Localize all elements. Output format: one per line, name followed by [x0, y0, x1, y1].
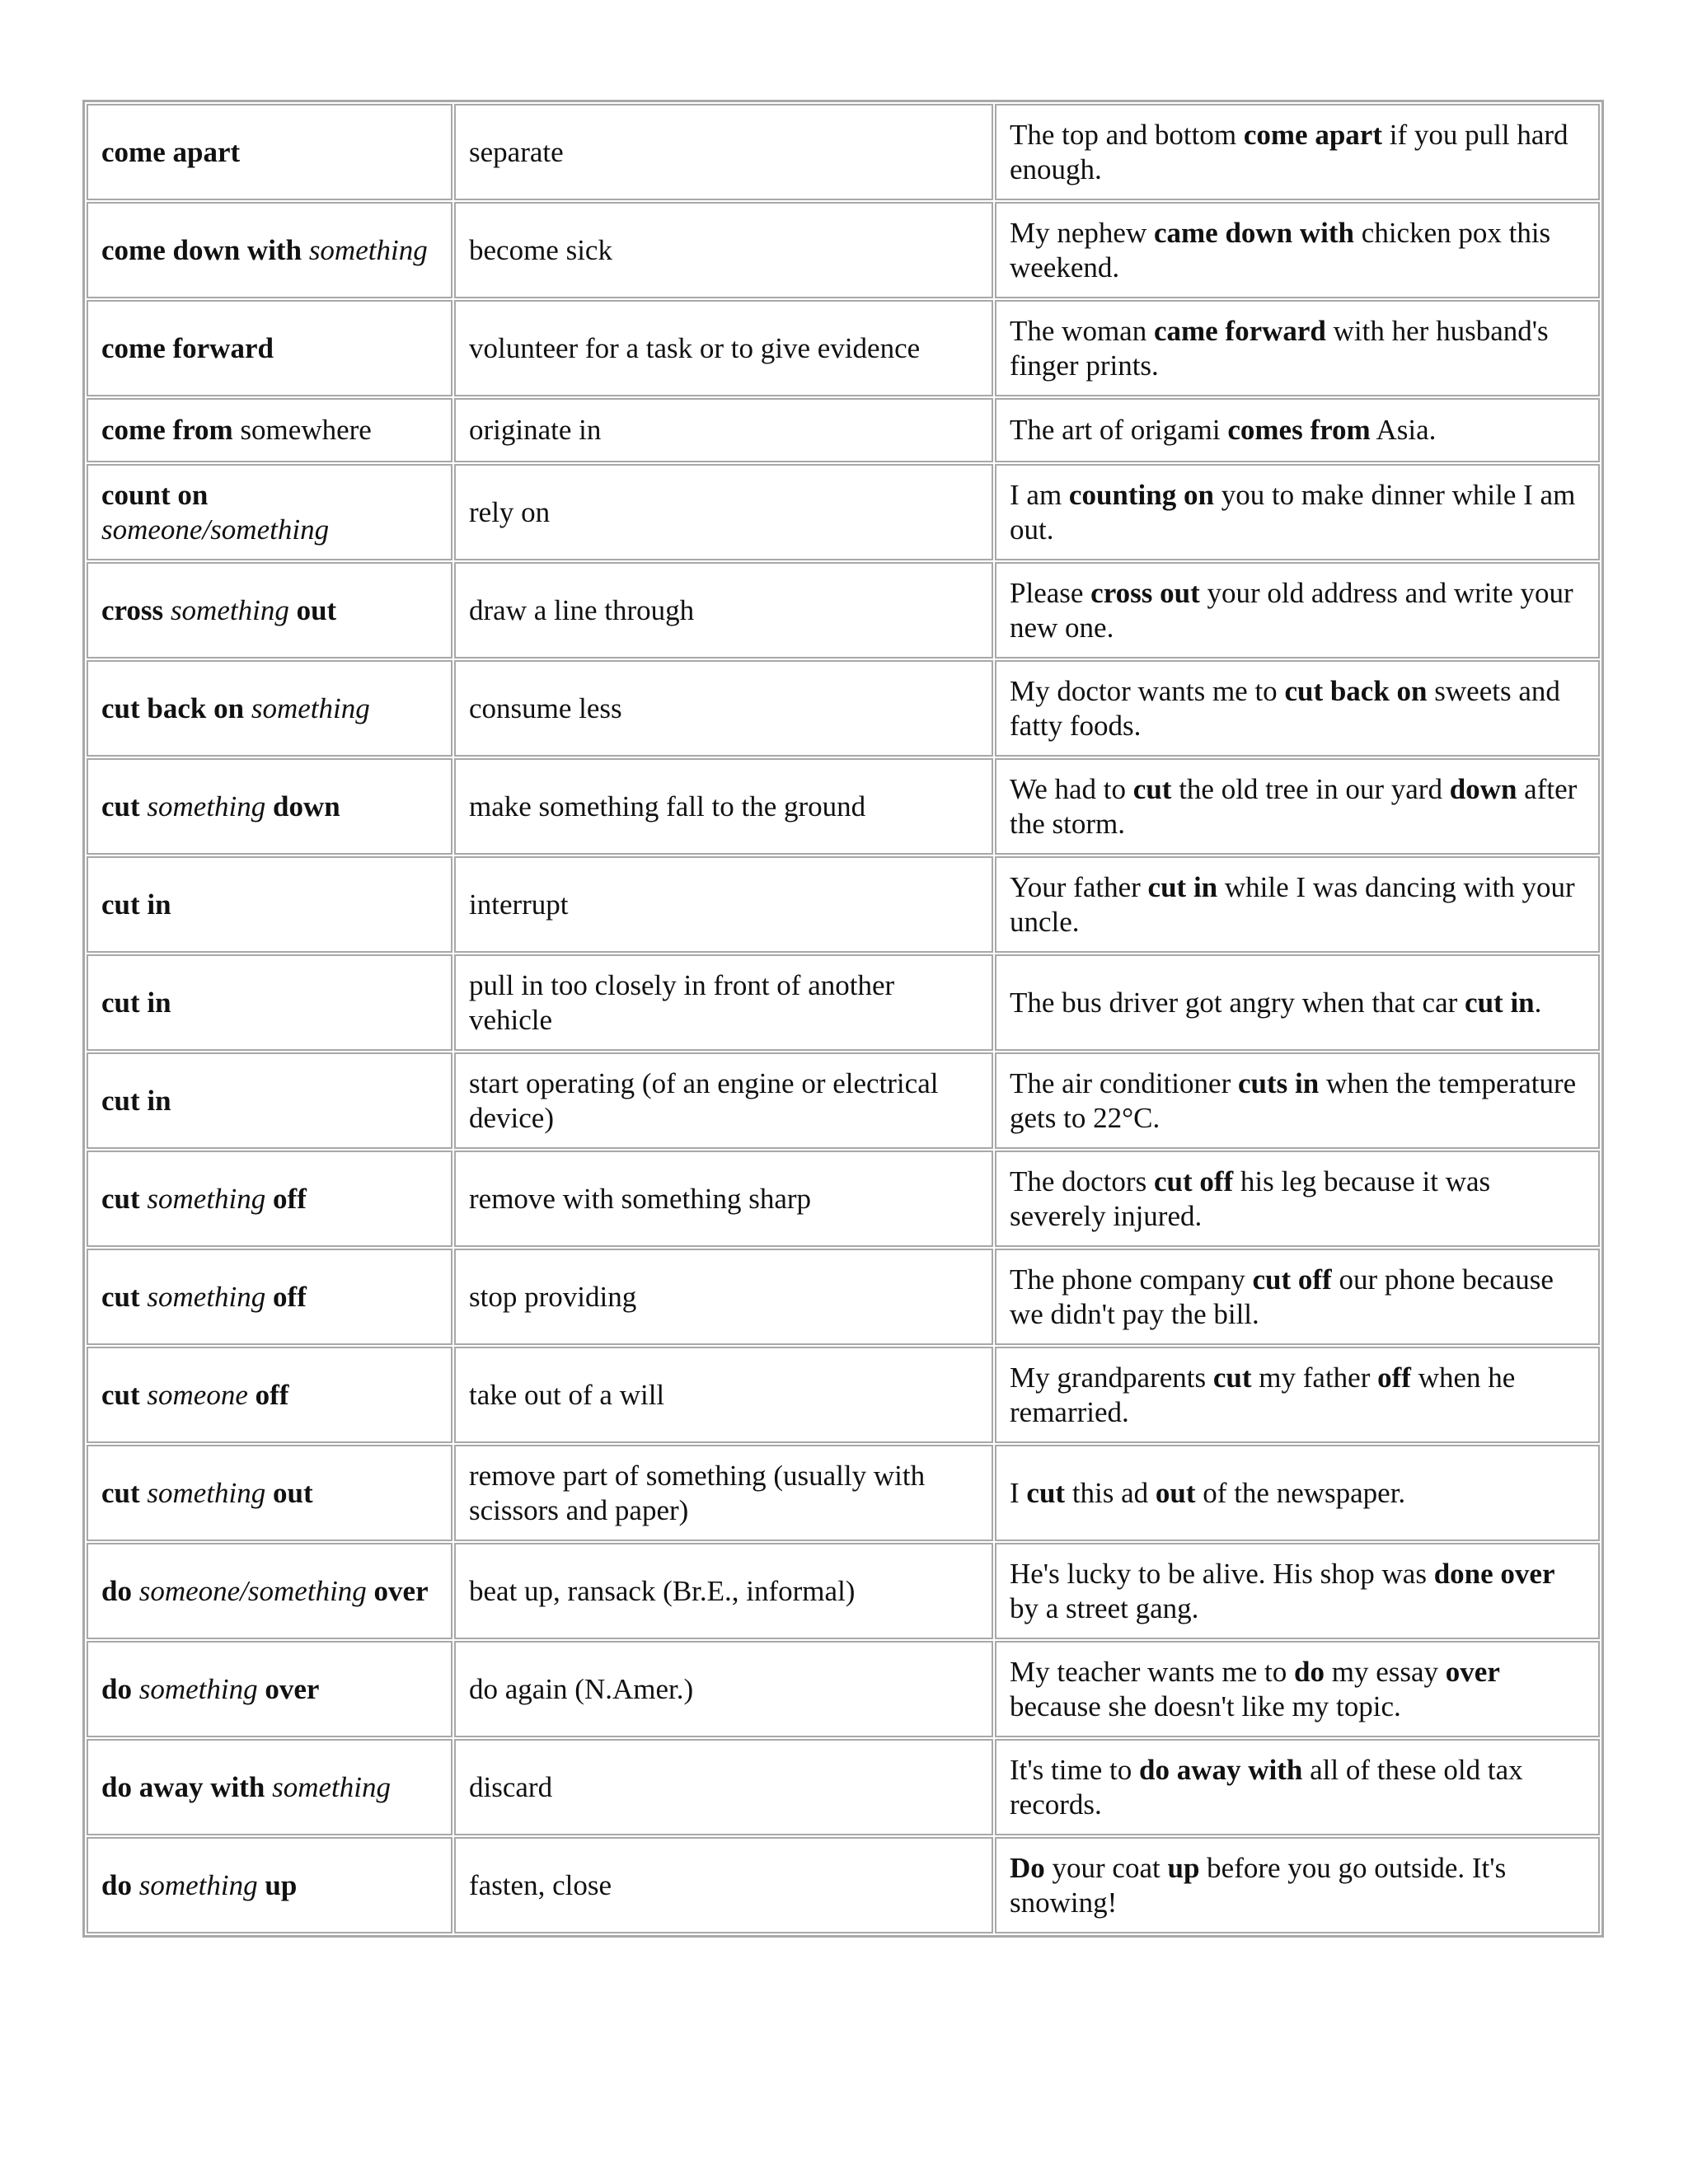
- example-cell: [995, 104, 1600, 200]
- phrase-text-segment: over: [265, 1672, 320, 1705]
- meaning-cell: [454, 758, 993, 855]
- phrase-text-segment: someone/something: [101, 513, 330, 546]
- example-text-segment: came down with: [1153, 216, 1355, 249]
- example-cell: [995, 1739, 1600, 1835]
- phrase-cell: [87, 300, 452, 396]
- phrase-cell: [87, 758, 452, 855]
- example-text-segment: cross out: [1090, 576, 1200, 609]
- phrase-cell: [87, 464, 452, 560]
- table-row: [87, 104, 1600, 200]
- phrase-cell: [87, 1641, 452, 1737]
- phrase-text-segment: [367, 1575, 374, 1607]
- table-row: [87, 398, 1600, 462]
- phrase-text-segment: do away with: [101, 1770, 265, 1803]
- example-text-segment: We had to: [1010, 772, 1133, 805]
- phrase-text-segment: cut: [101, 1378, 140, 1411]
- meaning-text: volunteer for a task or to give evidence: [469, 331, 921, 364]
- example-text-segment: down: [1449, 772, 1517, 805]
- meaning-cell: [454, 954, 993, 1051]
- example-text-segment: over: [1445, 1655, 1500, 1688]
- example-text-segment: I am: [1010, 478, 1069, 511]
- phrase-text-segment: do: [101, 1574, 132, 1607]
- example-text-segment: if you pull hard enough.: [1010, 118, 1568, 185]
- table-row: [87, 300, 1600, 396]
- phrase-cell: [87, 1739, 452, 1835]
- example-text-segment: cut in: [1147, 870, 1218, 903]
- example-text-segment: cut off: [1153, 1165, 1234, 1197]
- example-text-segment: The air conditioner: [1010, 1066, 1238, 1099]
- example-text-segment: do: [1294, 1655, 1325, 1688]
- example-text-segment: cut off: [1252, 1263, 1332, 1296]
- meaning-text: beat up, ransack (Br.E., informal): [469, 1574, 856, 1607]
- example-text-segment: by a street gang.: [1010, 1591, 1199, 1624]
- example-text-segment: your old address and write your new one.: [1010, 576, 1573, 644]
- meaning-text: remove with something sharp: [469, 1182, 812, 1215]
- phrase-text-segment: [265, 790, 273, 823]
- table-row: [87, 1151, 1600, 1247]
- example-text-segment: cut in: [1465, 986, 1535, 1019]
- example-text-segment: My teacher wants me to: [1010, 1655, 1295, 1688]
- example-cell: [995, 202, 1600, 298]
- phrase-cell: [87, 1151, 452, 1247]
- meaning-text: stop providing: [469, 1280, 637, 1313]
- phrase-text-segment: out: [296, 593, 337, 626]
- phrase-text-segment: [132, 1869, 139, 1901]
- example-text-segment: cut: [1132, 772, 1172, 805]
- phrase-text-segment: [132, 1575, 139, 1607]
- example-cell: [995, 1445, 1600, 1541]
- phrase-text-segment: off: [273, 1280, 307, 1313]
- example-text-segment: sweets and fatty foods.: [1010, 674, 1560, 742]
- example-cell: [995, 1347, 1600, 1443]
- meaning-cell: [454, 300, 993, 396]
- meaning-cell: [454, 1052, 993, 1149]
- phrase-text-segment: cut: [101, 1182, 140, 1215]
- example-cell: [995, 1151, 1600, 1247]
- table-body: [87, 104, 1600, 1933]
- example-cell: [995, 660, 1600, 757]
- example-text-segment: cut: [1212, 1361, 1252, 1394]
- phrase-text-segment: something: [170, 593, 289, 626]
- table-row: [87, 1641, 1600, 1737]
- meaning-text: fasten, close: [469, 1868, 612, 1901]
- example-text-segment: came forward: [1153, 314, 1326, 347]
- example-text-segment: when he remarried.: [1010, 1361, 1516, 1428]
- table-row: [87, 1052, 1600, 1149]
- phrase-cell: [87, 1543, 452, 1639]
- phrase-text-segment: something: [308, 233, 428, 266]
- phrase-cell: [87, 1052, 452, 1149]
- phrase-text-segment: cut: [101, 790, 140, 823]
- example-cell: [995, 1052, 1600, 1149]
- example-text-segment: my father: [1251, 1361, 1378, 1394]
- meaning-text: draw a line through: [469, 593, 695, 626]
- phrasal-verb-table: [82, 100, 1604, 1938]
- phrase-text-segment: come from: [101, 414, 233, 446]
- meaning-cell: [454, 104, 993, 200]
- meaning-text: pull in too closely in front of another vehicle: [469, 968, 895, 1036]
- example-text-segment: My grandparents: [1010, 1361, 1213, 1394]
- meaning-cell: [454, 562, 993, 658]
- phrase-text-segment: something: [138, 1868, 258, 1901]
- phrase-text-segment: cut: [101, 1280, 140, 1313]
- meaning-cell: [454, 1641, 993, 1737]
- phrase-text-segment: [265, 1477, 273, 1509]
- example-cell: [995, 758, 1600, 855]
- table-row: [87, 562, 1600, 658]
- meaning-text: separate: [469, 135, 564, 168]
- example-text-segment: my essay: [1325, 1655, 1446, 1688]
- phrase-cell: [87, 104, 452, 200]
- example-text-segment: do away with: [1139, 1753, 1303, 1786]
- phrase-cell: [87, 660, 452, 757]
- phrase-cell: [87, 1837, 452, 1933]
- example-cell: [995, 464, 1600, 560]
- phrase-text-segment: cut in: [101, 1084, 171, 1117]
- phrase-text-segment: come apart: [101, 135, 241, 168]
- phrase-text-segment: out: [273, 1476, 313, 1509]
- meaning-cell: [454, 464, 993, 560]
- phrase-text-segment: count on: [101, 478, 209, 511]
- example-text-segment: of the newspaper.: [1195, 1476, 1406, 1509]
- example-text-segment: while I was dancing with your uncle.: [1010, 870, 1575, 938]
- table-row: [87, 758, 1600, 855]
- example-text-segment: you to make dinner while I am out.: [1010, 478, 1576, 546]
- example-text-segment: out: [1155, 1476, 1196, 1509]
- example-cell: [995, 954, 1600, 1051]
- meaning-text: interrupt: [469, 888, 569, 921]
- meaning-cell: [454, 856, 993, 953]
- table-row: [87, 1543, 1600, 1639]
- example-cell: [995, 562, 1600, 658]
- example-text-segment: because she doesn't like my topic.: [1010, 1690, 1401, 1722]
- phrase-text-segment: [302, 234, 309, 266]
- example-text-segment: Please: [1010, 576, 1091, 609]
- table-row: [87, 1445, 1600, 1541]
- phrase-text-segment: something: [147, 1182, 266, 1215]
- phrase-cell: [87, 954, 452, 1051]
- table-row: [87, 1837, 1600, 1933]
- table-row: [87, 856, 1600, 953]
- example-text-segment: comes from: [1227, 414, 1371, 446]
- meaning-text: take out of a will: [469, 1378, 665, 1411]
- example-text-segment: our phone because we didn't pay the bill.: [1010, 1263, 1554, 1330]
- meaning-cell: [454, 1739, 993, 1835]
- example-text-segment: Asia.: [1370, 414, 1437, 446]
- example-cell: [995, 300, 1600, 396]
- phrase-text-segment: something: [147, 790, 266, 823]
- phrase-text-segment: come down with: [101, 233, 302, 266]
- phrase-text-segment: off: [255, 1378, 289, 1411]
- phrase-text-segment: something: [272, 1770, 392, 1803]
- phrase-text-segment: do: [101, 1672, 132, 1705]
- example-text-segment: off: [1377, 1361, 1411, 1394]
- phrase-text-segment: cut in: [101, 888, 171, 921]
- phrase-text-segment: someone/something: [138, 1574, 367, 1607]
- example-text-segment: after the storm.: [1010, 772, 1578, 840]
- meaning-cell: [454, 1543, 993, 1639]
- table-row: [87, 660, 1600, 757]
- phrase-text-segment: off: [273, 1182, 307, 1215]
- table-row: [87, 1347, 1600, 1443]
- phrase-text-segment: something: [251, 691, 370, 724]
- meaning-cell: [454, 1347, 993, 1443]
- phrase-text-segment: cross: [101, 593, 164, 626]
- example-text-segment: cuts in: [1237, 1066, 1320, 1099]
- example-text-segment: his leg because it was severely injured.: [1010, 1165, 1491, 1232]
- table-row: [87, 954, 1600, 1051]
- example-text-segment: with her husband's finger prints.: [1010, 314, 1549, 382]
- example-cell: [995, 856, 1600, 953]
- meaning-cell: [454, 1151, 993, 1247]
- table-row: [87, 1739, 1600, 1835]
- meaning-text: originate in: [469, 414, 602, 446]
- phrase-text-segment: down: [273, 790, 340, 823]
- phrase-cell: [87, 1445, 452, 1541]
- example-text-segment: the old tree in our yard: [1171, 772, 1450, 805]
- example-text-segment: this ad: [1065, 1476, 1156, 1509]
- example-text-segment: The top and bottom: [1010, 118, 1244, 151]
- example-text-segment: before you go outside. It's snowing!: [1010, 1851, 1507, 1919]
- phrase-cell: [87, 202, 452, 298]
- meaning-text: do again (N.Amer.): [469, 1672, 694, 1705]
- phrase-text-segment: [248, 1379, 256, 1411]
- phrase-text-segment: do: [101, 1868, 132, 1901]
- example-text-segment: I: [1010, 1476, 1027, 1509]
- example-text-segment: The bus driver got angry when that car: [1010, 986, 1465, 1019]
- phrase-text-segment: something: [147, 1476, 266, 1509]
- phrase-text-segment: [289, 594, 297, 626]
- phrase-cell: [87, 856, 452, 953]
- phrase-text-segment: up: [265, 1868, 298, 1901]
- example-text-segment: The doctors: [1010, 1165, 1154, 1197]
- meaning-text: rely on: [469, 495, 551, 528]
- phrase-cell: [87, 1249, 452, 1345]
- meaning-cell: [454, 1837, 993, 1933]
- example-cell: [995, 1641, 1600, 1737]
- phrase-text-segment: someone: [147, 1378, 248, 1411]
- example-cell: [995, 1837, 1600, 1933]
- meaning-cell: [454, 202, 993, 298]
- phrase-text-segment: [163, 594, 171, 626]
- meaning-cell: [454, 1445, 993, 1541]
- example-cell: [995, 1249, 1600, 1345]
- meaning-text: consume less: [469, 691, 622, 724]
- phrase-text-segment: [265, 1183, 273, 1215]
- example-text-segment: counting on: [1068, 478, 1214, 511]
- phrase-text-segment: [265, 1771, 272, 1803]
- table-row: [87, 1249, 1600, 1345]
- example-text-segment: cut: [1026, 1476, 1066, 1509]
- phrase-text-segment: [244, 692, 251, 724]
- example-text-segment: My nephew: [1010, 216, 1154, 249]
- table-row: [87, 202, 1600, 298]
- example-text-segment: when the temperature gets to 22°C.: [1010, 1066, 1577, 1134]
- phrase-text-segment: somewhere: [232, 414, 372, 446]
- example-text-segment: Your father: [1010, 870, 1148, 903]
- example-text-segment: cut back on: [1284, 674, 1428, 707]
- phrase-text-segment: something: [147, 1280, 266, 1313]
- phrase-text-segment: cut in: [101, 986, 171, 1019]
- example-text-segment: your coat: [1044, 1851, 1168, 1884]
- example-cell: [995, 398, 1600, 462]
- example-text-segment: The phone company: [1010, 1263, 1253, 1296]
- example-cell: [995, 1543, 1600, 1639]
- phrase-cell: [87, 562, 452, 658]
- example-text-segment: The woman: [1010, 314, 1154, 347]
- meaning-cell: [454, 1249, 993, 1345]
- table-row: [87, 464, 1600, 560]
- example-text-segment: Do: [1010, 1851, 1045, 1884]
- example-text-segment: come apart: [1243, 118, 1382, 151]
- example-text-segment: up: [1167, 1851, 1200, 1884]
- phrase-text-segment: something: [138, 1672, 258, 1705]
- example-text-segment: He's lucky to be alive. His shop was: [1010, 1557, 1434, 1590]
- example-text-segment: .: [1534, 986, 1542, 1019]
- meaning-text: make something fall to the ground: [469, 790, 866, 823]
- meaning-cell: [454, 660, 993, 757]
- example-text-segment: done over: [1433, 1557, 1555, 1590]
- phrase-text-segment: cut: [101, 1476, 140, 1509]
- meaning-text: become sick: [469, 233, 612, 266]
- example-text-segment: My doctor wants me to: [1010, 674, 1285, 707]
- phrase-text-segment: [265, 1281, 273, 1313]
- phrase-cell: [87, 398, 452, 462]
- meaning-text: discard: [469, 1770, 553, 1803]
- phrase-text-segment: cut back on: [101, 691, 245, 724]
- example-text-segment: The art of origami: [1010, 414, 1228, 446]
- phrase-cell: [87, 1347, 452, 1443]
- example-text-segment: chicken pox this weekend.: [1010, 216, 1551, 284]
- example-text-segment: It's time to: [1010, 1753, 1139, 1786]
- meaning-text: start operating (of an engine or electrical device): [469, 1066, 939, 1134]
- phrase-text-segment: [132, 1673, 139, 1705]
- meaning-cell: [454, 398, 993, 462]
- phrase-text-segment: come forward: [101, 331, 274, 364]
- example-text-segment: all of these old tax records.: [1010, 1753, 1523, 1821]
- meaning-text: remove part of something (usually with scissors and paper): [469, 1459, 926, 1526]
- phrase-text-segment: over: [373, 1574, 429, 1607]
